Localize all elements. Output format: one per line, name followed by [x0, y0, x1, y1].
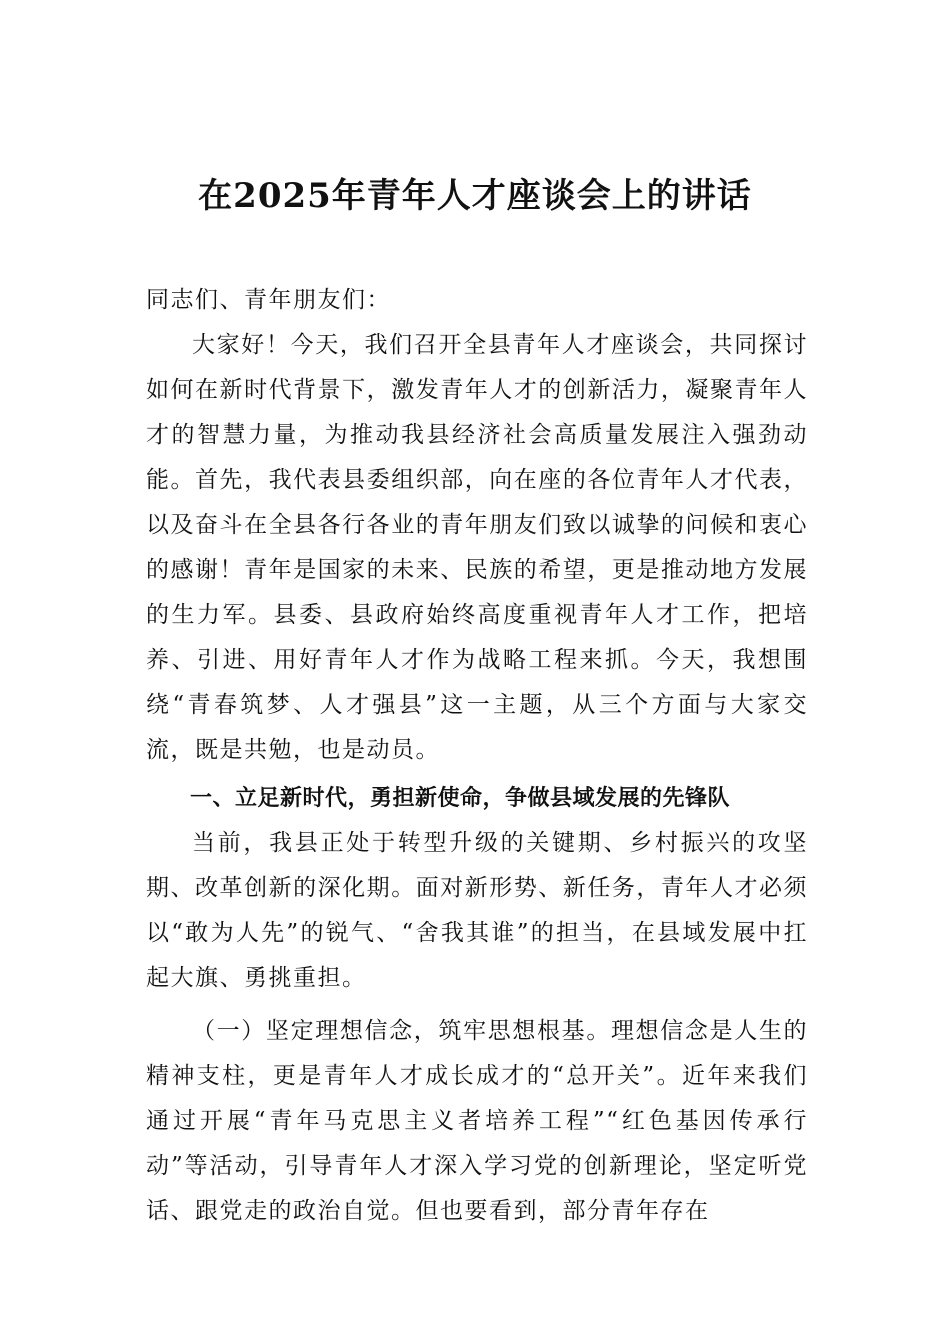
document-body [146, 278, 808, 1234]
paragraph-intro: 大家好！今天，我们召开全县青年人才座谈会，共同探讨如何在新时代背景下，激发青年人才的创新活力，凝聚青年人才的智慧力量，为推动我县经济社会高质量发展注入强劲动能。首先，我代表县委组织部，向在座的各位青年人才代表，以及奋斗在全县各行各业的青年朋友们致以诚挚的问候和衷心的感谢！青年是国家的未来、民族的希望，更是推动地方发展的生力军。县委、县政府始终高度重视青年人才工作，把培养、引进、用好青年人才作为战略工程来抓。今天，我想围绕“青春筑梦、人才强县”这一主题，从三个方面与大家交流，既是共勉，也是动员。 [146, 332, 808, 763]
paragraph-subsection-1: （一）坚定理想信念，筑牢思想根基。理想信念是人生的精神支柱，更是青年人才成长成才的“总开关”。近年来我们通过开展“青年马克思主义者培养工程”“红色基因传承行动”等活动，引导青年人才深入学习党的创新理论，坚定听党话、跟党走的政治自觉。但也要看到，部分青年存在 [146, 1018, 808, 1224]
section-heading-1: 一、立足新时代，勇担新使命，争做县域发展的先锋队 [190, 786, 731, 811]
paragraph-section-1: 当前，我县正处于转型升级的关键期、乡村振兴的攻坚期、改革创新的深化期。面对新形势、新任务，青年人才必须以“敢为人先”的锐气、“舍我其谁”的担当，在县域发展中扛起大旗、勇挑重担。 [146, 830, 808, 991]
salutation: 同志们、青年朋友们： [146, 287, 391, 313]
document-title: 在2025年青年人才座谈会上的讲话 [198, 176, 752, 216]
